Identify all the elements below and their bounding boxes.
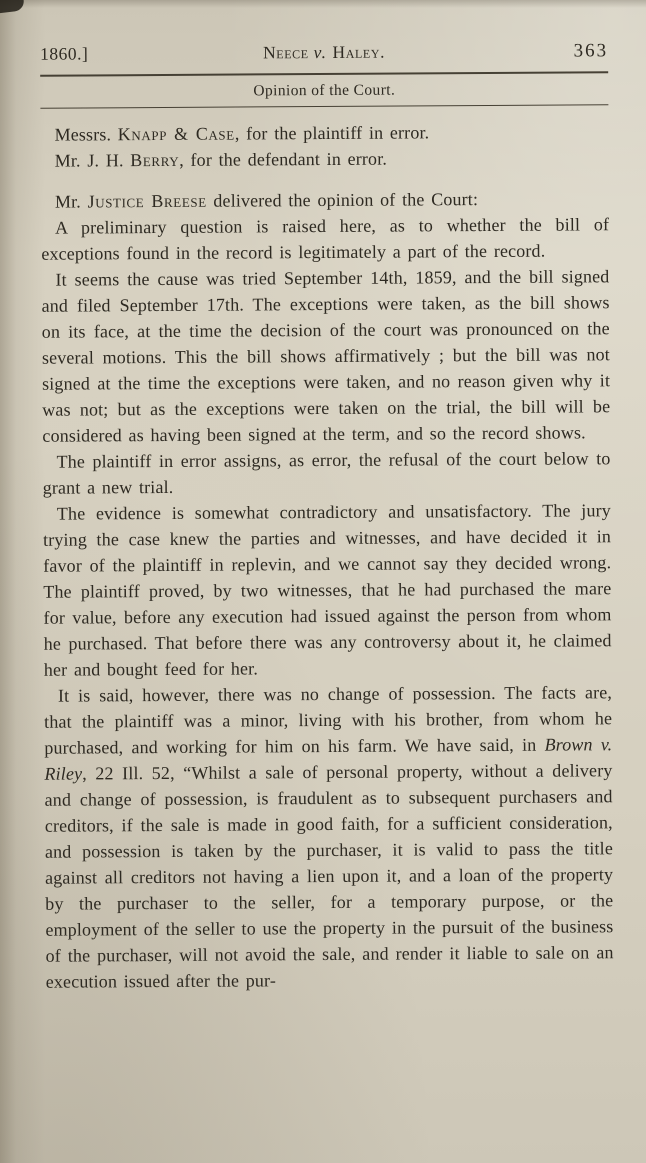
small-caps-text: Berry [130, 149, 180, 171]
section-rule [40, 104, 608, 108]
page-content [40, 40, 614, 994]
case-title [160, 41, 488, 64]
paragraph [40, 118, 608, 147]
paragraph [42, 445, 610, 500]
page-number: 363 [573, 40, 609, 62]
text-run: The evidence is somewhat contradictory and unsatisfactory. The jury trying the case knew the parties and witnesses, and have decided it in favor of the plaintiff in replevin, and we cannot say they decided wrong. The plaintiff proved, by two witnesses, that he had purchased the mare for value, before any execution had issued against the person from whom he purchased. That before there was any controversy about it, he claimed her and bought feed for her. [42, 500, 612, 680]
paragraph [44, 679, 614, 994]
text-run: delivered the opinion of the Court: [206, 189, 479, 211]
text-run: Mr. J. H. [54, 150, 131, 171]
small-caps-text: Neece [262, 42, 314, 63]
text-run: The plaintiff in error assigns, as error, the refusal of the court below to grant a new trial. [42, 448, 611, 498]
body-paragraphs [40, 118, 613, 994]
year-folio: 1860.] [40, 43, 89, 64]
paragraph [41, 211, 609, 266]
small-caps-text: Knapp & Case [117, 123, 235, 145]
scan-edge-shadow [0, 0, 646, 8]
small-caps-text: Justice Breese [87, 190, 207, 212]
text-run: Messrs. [54, 124, 118, 145]
small-caps-text: Haley. [327, 41, 386, 62]
text-run: It seems the cause was tried September 14th, 1859, and the bill signed and filed September 17th. The exceptions were taken, as the bill shows on its face, at the time the decision of the court was pronounced on the several motions. This the bill shows affirmatively ; but the bill was not signed at the time the exceptions were taken, and no reason given why it was not; but as the exceptions were taken on the trial, the bill will be considered as having been signed at the term, and so the record shows. [41, 266, 611, 446]
text-run: , 22 Ill. 52, “Whilst a sale of personal property, without a delivery and change of possession, is fraudulent as to subsequent purchasers and creditors, if the sale is made in good faith, for a sufficient consideration, and possession is taken by the purchaser, it is valid to pass the title against all creditors not having a lien upon it, and a loan of the property by the purchaser to the seller, for a temporary purpose, or the employment of the seller to use the property in the pursuit of the business of the purchaser, will not avoid the sale, and render it liable to sale on an execution issued after the pur- [44, 760, 614, 992]
italic-text: v. [313, 41, 328, 63]
scan-artifact [0, 0, 25, 14]
section-heading: Opinion of the Court. [253, 81, 396, 100]
paragraph [41, 144, 609, 173]
paragraph [43, 497, 612, 682]
text-run: , for the plaintiff in error. [234, 122, 430, 144]
running-head [40, 40, 608, 65]
paragraph [41, 185, 609, 214]
text-run: A preliminary question is raised here, as to whether the bill of exceptions found in the record is legitimately a part of the record. [41, 214, 610, 264]
text-run: It is said, however, there was no change of possession. The facts are, that the plaintiff was a minor, living with his brother, from whom he purchased, and working for him on his farm. We have said, in [44, 682, 613, 758]
text-run: , for the defendant in error. [179, 148, 388, 170]
text-run: Mr. [54, 191, 88, 212]
italic-text: Brown v. Riley [44, 734, 613, 784]
paragraph [41, 263, 610, 448]
header-rule [40, 71, 608, 76]
